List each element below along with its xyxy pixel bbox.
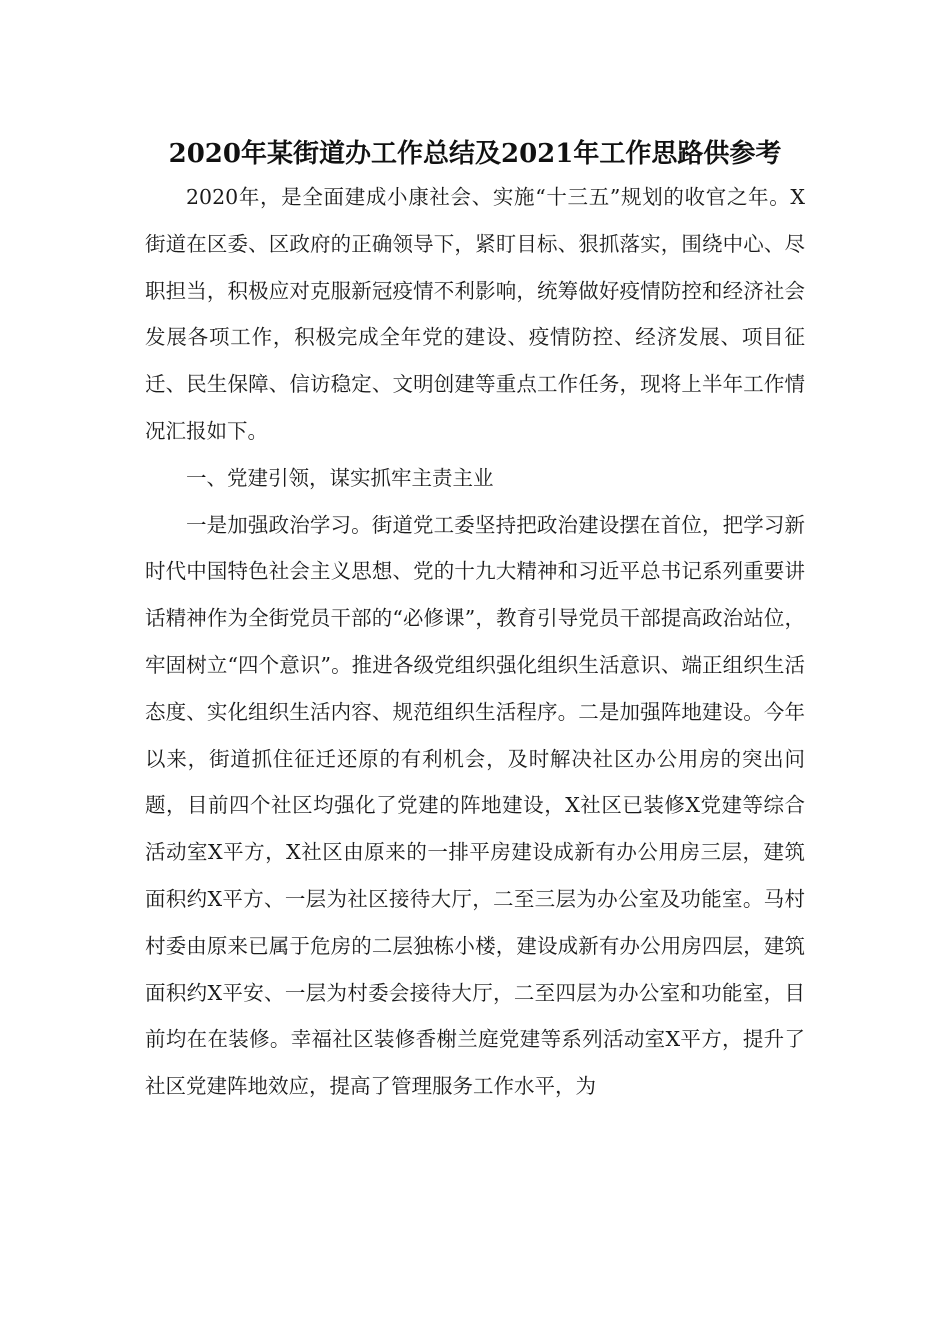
document-body <box>145 174 805 1110</box>
section-heading: 一、党建引领，谋实抓牢主责主业 <box>186 465 494 490</box>
paragraph-party-building: 一是加强政治学习。街道党工委坚持把政治建设摆在首位，把学习新时代中国特色社会主义思想、党的十九大精神和习近平总书记系列重要讲话精神作为全街党员干部的“必修课”，教育引导党员干部提高政治站位，牢固树立“四个意识”。推进各级党组织强化组织生活意识、端正组织生活态度、实化组织生活内容、规范组织生活程序。二是加强阵地建设。今年以来，街道抓住征迁还原的有利机会，及时解决社区办公用房的突出问题，目前四个社区均强化了党建的阵地建设，X社区已装修X党建等综合活动室X平方，X社区由原来的一排平房建设成新有办公用房三层，建筑面积约X平方、一层为社区接待大厅，二至三层为办公室及功能室。马村村委由原来已属于危房的二层独栋小楼，建设成新有办公用房四层，建筑面积约X平安、一层为村委会接待大厅，二至四层为办公室和功能室，目前均在在装修。幸福社区装修香榭兰庭党建等系列活动室X平方，提升了社区党建阵地效应，提高了管理服务工作水平，为 <box>145 512 805 1099</box>
document-title: 2020年某街道办工作总结及2021年工作思路供参考 <box>168 139 782 169</box>
paragraph-intro: 2020年，是全面建成小康社会、实施“十三五”规划的收官之年。X街道在区委、区政府的正确领导下，紧盯目标、狠抓落实，围绕中心、尽职担当，积极应对克服新冠疫情不利影响，统筹做好疫情防控和经济社会发展各项工作，积极完成全年党的建设、疫情防控、经济发展、项目征迁、民生保障、信访稳定、文明创建等重点工作任务，现将上半年工作情况汇报如下。 <box>145 185 805 443</box>
